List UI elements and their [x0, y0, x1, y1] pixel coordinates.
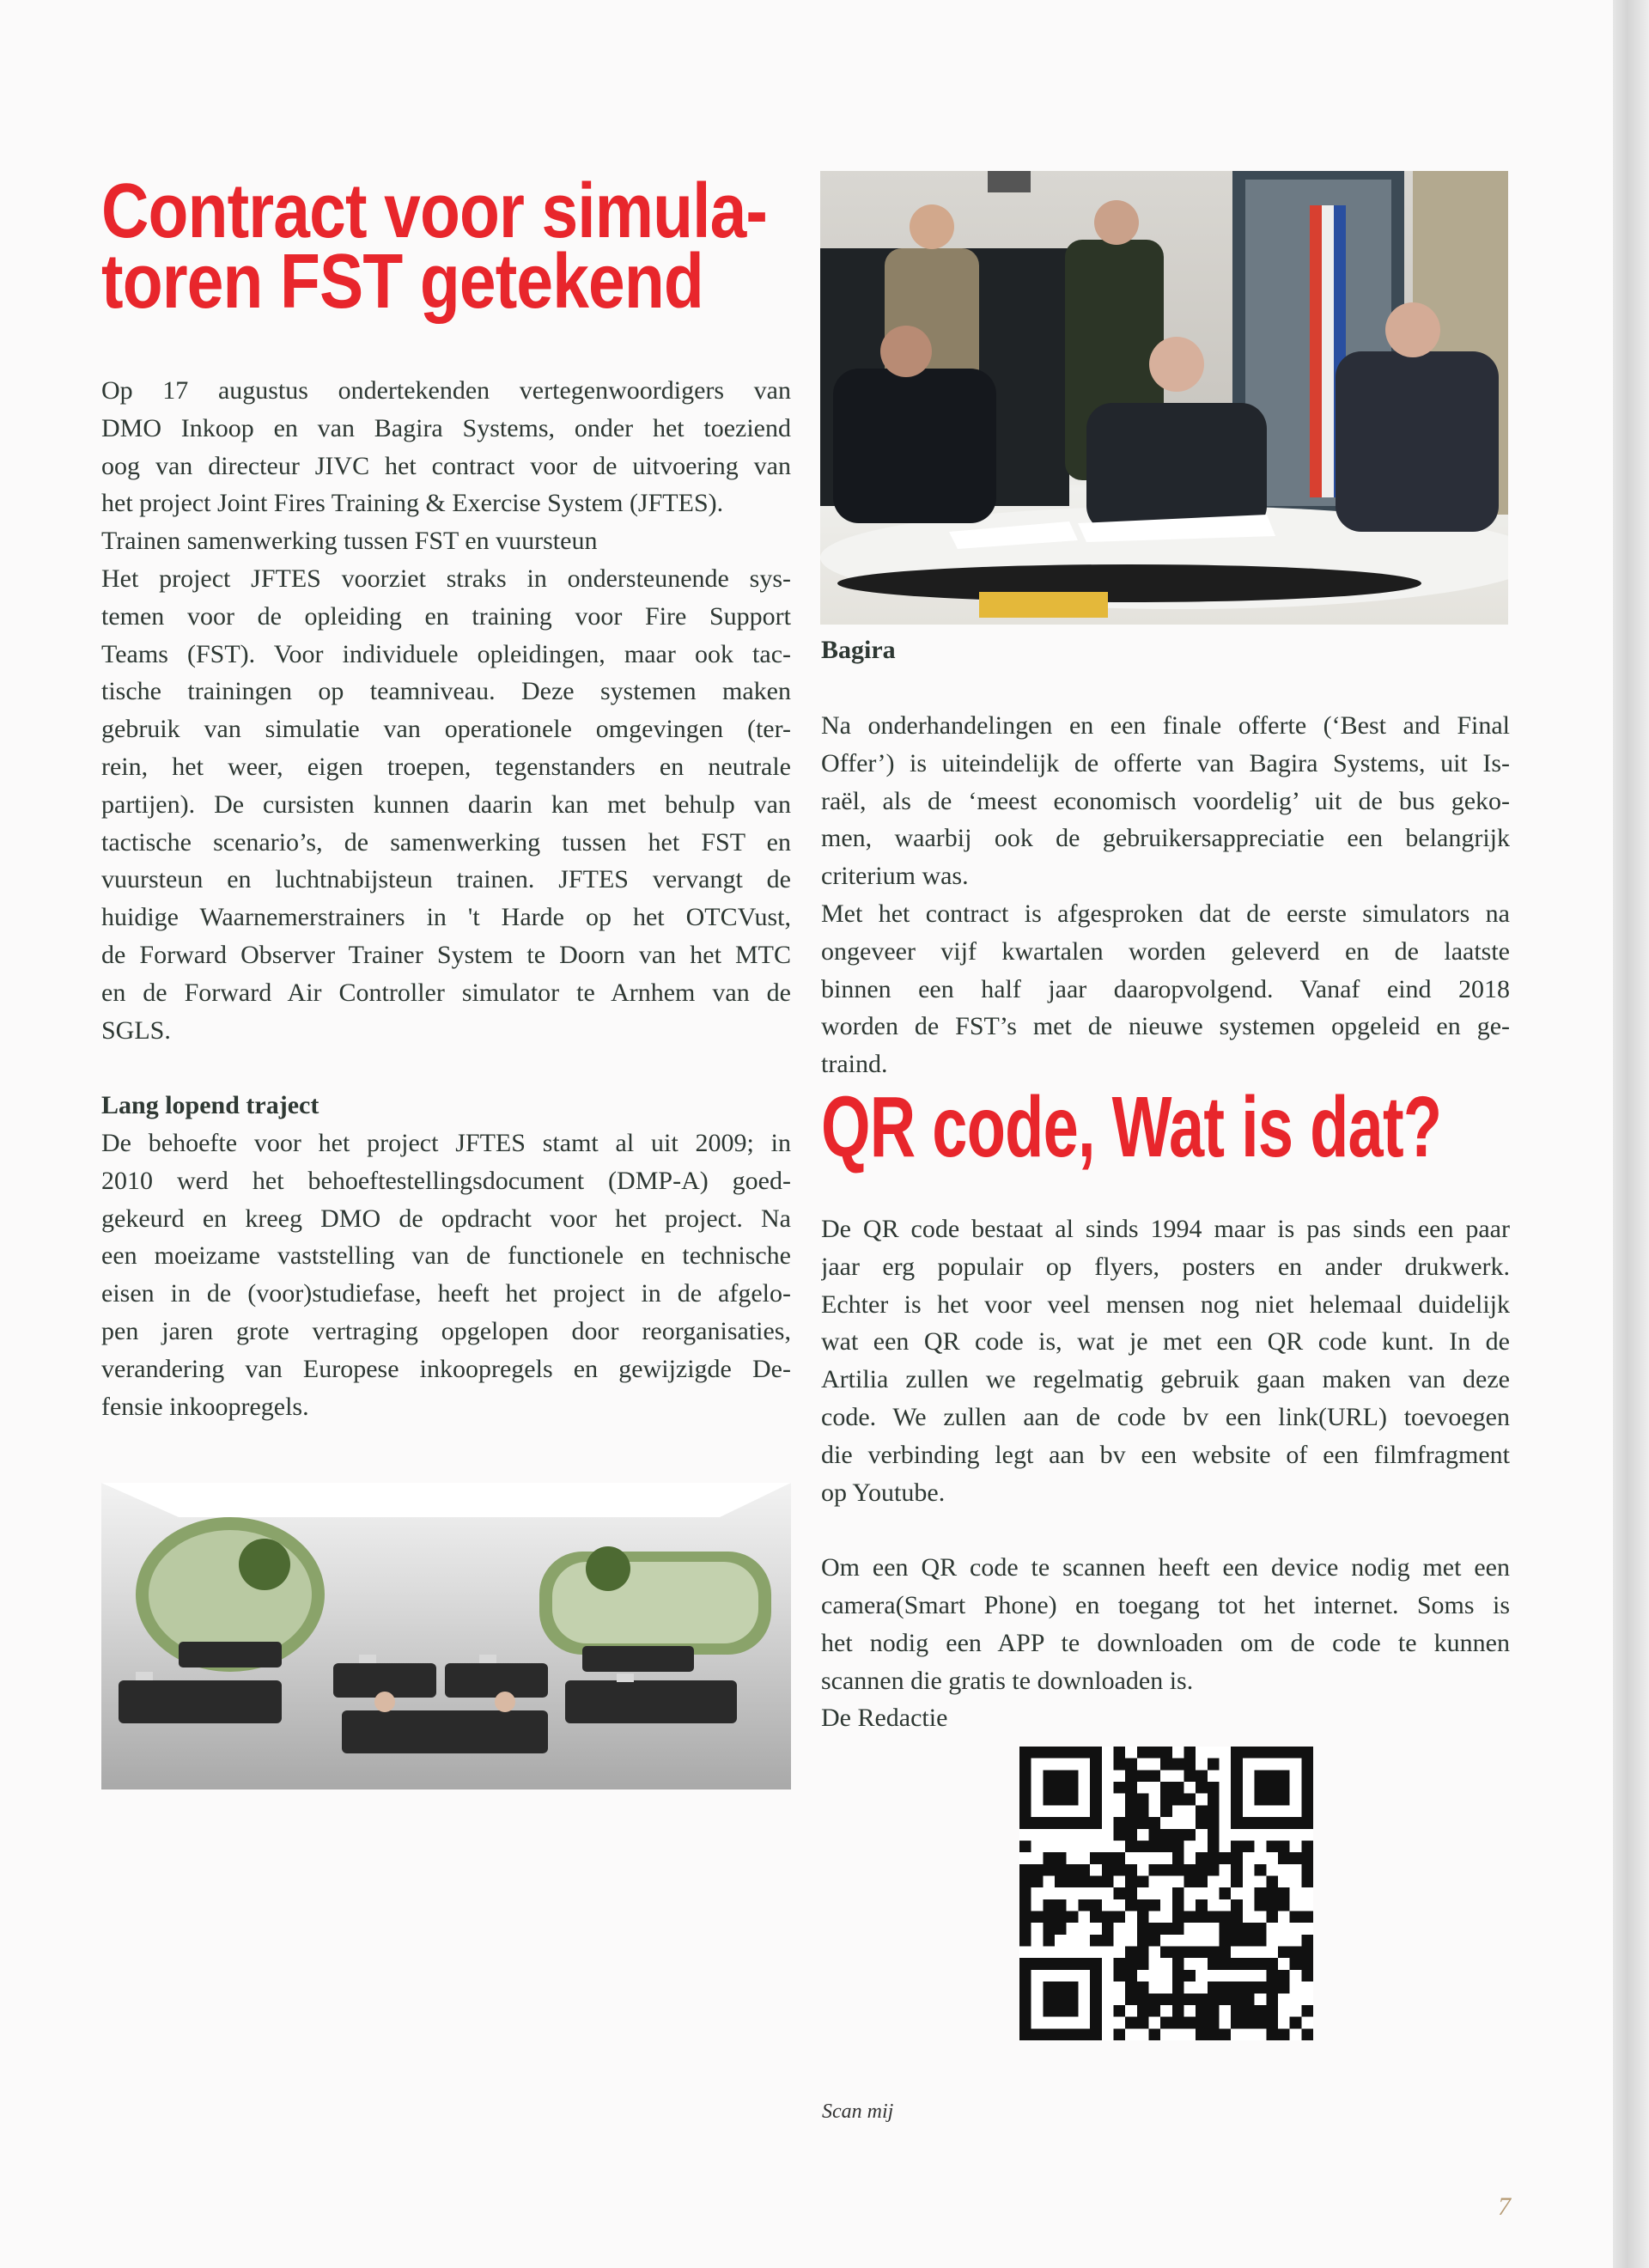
scan-page-edge — [1613, 0, 1649, 2268]
text-line: Om een QR code te scannen heeft een device nodig met een — [821, 1553, 1510, 1582]
qr-caption: Scan mij — [822, 2100, 894, 2123]
text-line: de Forward Observer Trainer System te Doorn van het MTC — [101, 940, 791, 969]
text-line: Op 17 augustus ondertekenden vertegenwoordigers van — [101, 376, 791, 405]
text-line: 2010 werd het behoeftestellingsdocument (DMP-A) goed- — [101, 1166, 791, 1195]
text-line: jaar erg populair op flyers, posters en ander drukwerk. — [821, 1252, 1510, 1281]
paragraph-group — [821, 707, 1510, 1083]
text-line: men, waarbij ook de gebruikersappreciatie een belangrijk — [821, 824, 1510, 853]
paragraph — [101, 560, 791, 1049]
qr-code[interactable] — [1019, 1747, 1313, 2040]
paragraph — [101, 1125, 791, 1425]
simulator-room-image — [101, 1483, 791, 1789]
subheading: Lang lopend traject — [101, 1091, 319, 1120]
paragraph-group — [821, 1210, 1510, 1511]
text-line: code. We zullen aan de code bv een link(URL) toevoegen — [821, 1402, 1510, 1431]
paragraph — [101, 522, 791, 560]
text-line: en de Forward Air Controller simulator te Arnhem van de — [101, 978, 791, 1007]
text-line: traind. — [821, 1050, 888, 1079]
text-line: Met het contract is afgesproken dat de eerste simulators na — [821, 899, 1510, 928]
paragraph — [821, 1699, 1510, 1737]
text-line: raël, als de ‘meest economisch voordelig’ uit de bus geko- — [821, 786, 1510, 815]
text-line: criterium was. — [821, 862, 969, 891]
text-line: Echter is het voor veel mensen nog niet helemaal duidelijk — [821, 1289, 1510, 1319]
text-line: ongeveer vijf kwartalen worden geleverd en de laatste — [821, 936, 1510, 966]
article-body-right — [821, 707, 1510, 1083]
paragraph — [821, 1549, 1510, 1699]
text-line: oog van directeur JIVC het contract voor de uitvoering van — [101, 451, 791, 480]
text-line: die verbinding legt aan bv een website of een filmfragment — [821, 1440, 1510, 1469]
text-line: SGLS. — [101, 1015, 171, 1045]
text-line: partijen). De cursisten kunnen daarin kan met behulp van — [101, 790, 791, 819]
text-line: rein, het weer, eigen troepen, tegenstanders en neutrale — [101, 752, 791, 781]
text-line: eisen in de (voor)studiefase, heeft het project in de afgelo- — [101, 1279, 791, 1308]
text-line: fensie inkoopregels. — [101, 1392, 309, 1421]
text-line: verandering van Europese inkoopregels en gewijzigde De- — [101, 1354, 791, 1383]
text-line: huidige Waarnemerstrainers in 't Harde op het OTCVust, — [101, 903, 791, 932]
paragraph — [821, 895, 1510, 1083]
text-line: op Youtube. — [821, 1478, 946, 1507]
text-line: Teams (FST). Voor individuele opleidingen, maar ook tac- — [101, 639, 791, 668]
title-line: Contract voor simula- — [101, 168, 768, 254]
article-body-left — [101, 372, 791, 1425]
text-line: vuursteun en luchtnabijsteun trainen. JFTES vervangt de — [101, 865, 791, 894]
text-line: het nodig een APP te downloaden om de code te kunnen — [821, 1628, 1510, 1657]
text-line: Trainen samenwerking tussen FST en vuursteun — [101, 527, 598, 556]
signing-photo — [820, 171, 1508, 625]
text-line: het project Joint Fires Training & Exercise System (JFTES). — [101, 489, 724, 518]
text-line: een moeizame vaststelling van de functionele en technische — [101, 1241, 791, 1271]
paragraph — [101, 372, 791, 522]
text-line: gebruik van simulatie van operationele omgevingen (ter- — [101, 715, 791, 744]
page-number: 7 — [1498, 2192, 1511, 2221]
text-line: Artilia zullen we regelmatig gebruik gaan maken van deze — [821, 1365, 1510, 1394]
text-line: DMO Inkoop en van Bagira Systems, onder het toeziend — [101, 413, 791, 442]
text-line: Offer’) is uiteindelijk de offerte van Bagira Systems, uit Is- — [821, 748, 1510, 777]
qr-article-title: QR code, Wat is dat? — [821, 1079, 1442, 1175]
text-line: pen jaren grote vertraging opgelopen door reorganisaties, — [101, 1316, 791, 1345]
text-line: temen voor de opleiding en training voor Fire Support — [101, 601, 791, 631]
title-line: toren FST getekend — [101, 239, 703, 325]
text-line: Na onderhandelingen en een finale offerte (‘Best and Final — [821, 711, 1510, 740]
text-line: gekeurd en kreeg DMO de opdracht voor het project. Na — [101, 1204, 791, 1233]
qr-article-body — [821, 1210, 1510, 1737]
paragraph — [821, 707, 1510, 895]
text-line: scannen die gratis te downloaden is. — [821, 1666, 1194, 1695]
text-line: Het project JFTES voorziet straks in ondersteunende sys- — [101, 564, 791, 593]
paragraph-group — [101, 1125, 791, 1425]
text-line: De QR code bestaat al sinds 1994 maar is pas sinds een paar — [821, 1215, 1510, 1243]
paragraph-group — [101, 372, 791, 1049]
text-line: tische trainingen op teamniveau. Deze systemen maken — [101, 677, 791, 706]
text-line: wat een QR code is, wat je met een QR code kunt. In de — [821, 1327, 1510, 1357]
text-line: binnen een half jaar daaropvolgend. Vanaf eind 2018 — [821, 974, 1510, 1003]
paragraph — [821, 1210, 1510, 1511]
text-line: camera(Smart Phone) en toegang tot het internet. Soms is — [821, 1590, 1510, 1619]
text-line: worden de FST’s met de nieuwe systemen opgeleid en ge- — [821, 1012, 1510, 1041]
article-title — [101, 168, 768, 325]
paragraph-group — [821, 1549, 1510, 1737]
text-line: De behoefte voor het project JFTES stamt al uit 2009; in — [101, 1128, 791, 1157]
text-line: tactische scenario’s, de samenwerking tussen het FST en — [101, 827, 791, 857]
text-line: De Redactie — [821, 1704, 948, 1733]
photo-caption: Bagira — [821, 636, 896, 664]
